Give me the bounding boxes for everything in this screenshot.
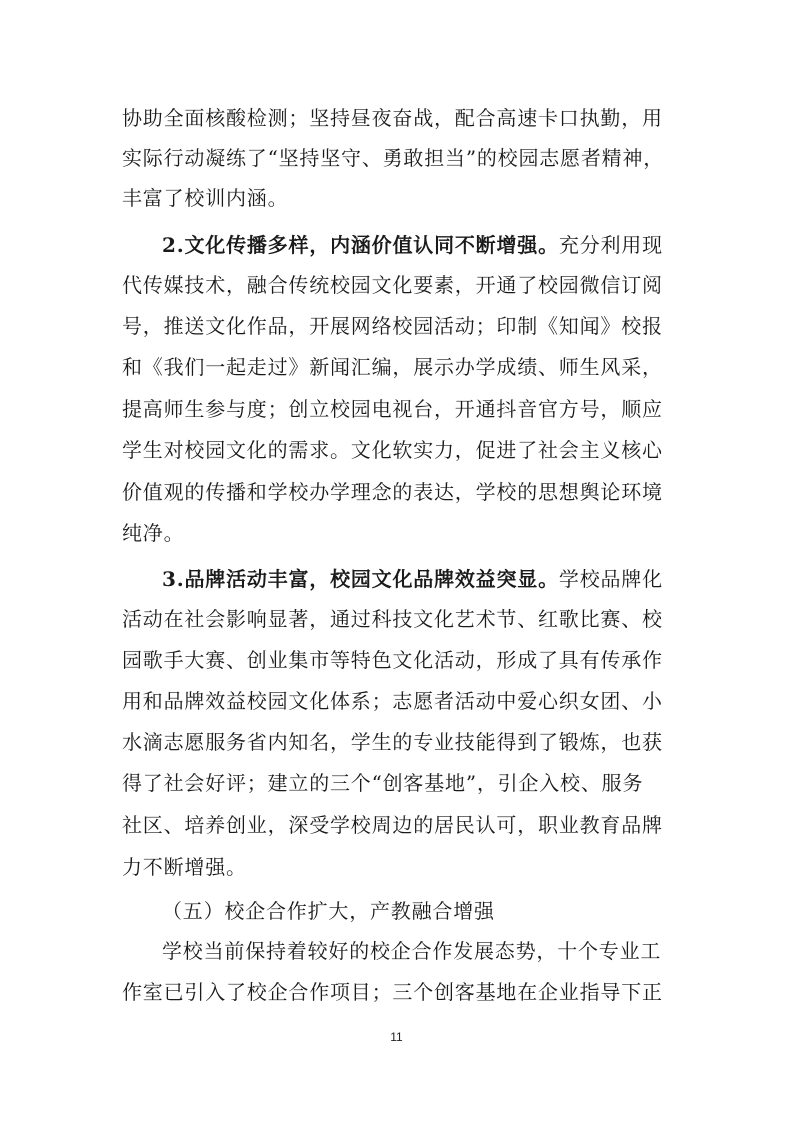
text-line: 丰富了校训内涵。	[122, 186, 289, 210]
text-line: 社区、培养创业，深受学校周边的居民认可，职业教育品牌	[122, 813, 663, 837]
text-line: 协助全面核酸检测；坚持昼夜奋战，配合高速卡口执勤，用	[122, 106, 663, 130]
paragraph-heading: 2.文化传播多样，内涵价值认同不断增强。	[162, 233, 559, 257]
text-line: 力不断增强。	[122, 855, 247, 879]
paragraph-first-line	[162, 564, 663, 594]
text-line: 和《我们一起走过》新闻汇编，展示办学成绩、师生风采，	[122, 355, 663, 379]
text-line: 学校当前保持着较好的校企合作发展态势，十个专业工	[162, 939, 662, 963]
text-line: 活动在社会影响显著，通过科技文化艺术节、红歌比赛、校	[122, 607, 663, 631]
section-heading: （五）校企合作扩大，产教融合增强	[162, 899, 495, 923]
text-line: 水滴志愿服务省内知名，学生的专业技能得到了锻炼，也获	[122, 730, 663, 754]
text-line: 园歌手大赛、创业集市等特色文化活动，形成了具有传承作	[122, 648, 663, 672]
text-line: 实际行动凝练了“坚持坚守、勇敢担当”的校园志愿者精神，	[122, 146, 665, 170]
text-line: 得了社会好评；建立的三个“创客基地”，引企入校、服务	[122, 771, 644, 795]
paragraph-text: 学校品牌化	[558, 567, 663, 591]
text-line: 作室已引入了校企合作项目；三个创客基地在企业指导下正	[122, 980, 663, 1004]
text-line: 价值观的传播和学校办学理念的表达，学校的思想舆论环境	[122, 480, 663, 504]
text-line: 号，推送文化作品，开展网络校园活动；印制《知闻》校报	[122, 314, 663, 338]
paragraph-heading: 3.品牌活动丰富，校园文化品牌效益突显。	[162, 567, 559, 591]
text-line: 用和品牌效益校园文化体系；志愿者活动中爱心织女团、小	[122, 689, 663, 713]
text-line: 纯净。	[122, 521, 185, 545]
paragraph-first-line	[162, 230, 663, 260]
text-line: 学生对校园文化的需求。文化软实力，促进了社会主义核心	[122, 438, 663, 462]
text-line: 提高师生参与度；创立校园电视台，开通抖音官方号，顺应	[122, 397, 663, 421]
text-line: 代传媒技术，融合传统校园文化要素，开通了校园微信订阅	[122, 273, 663, 297]
paragraph-text: 充分利用现	[558, 233, 663, 257]
page-number: 11	[390, 1030, 403, 1044]
